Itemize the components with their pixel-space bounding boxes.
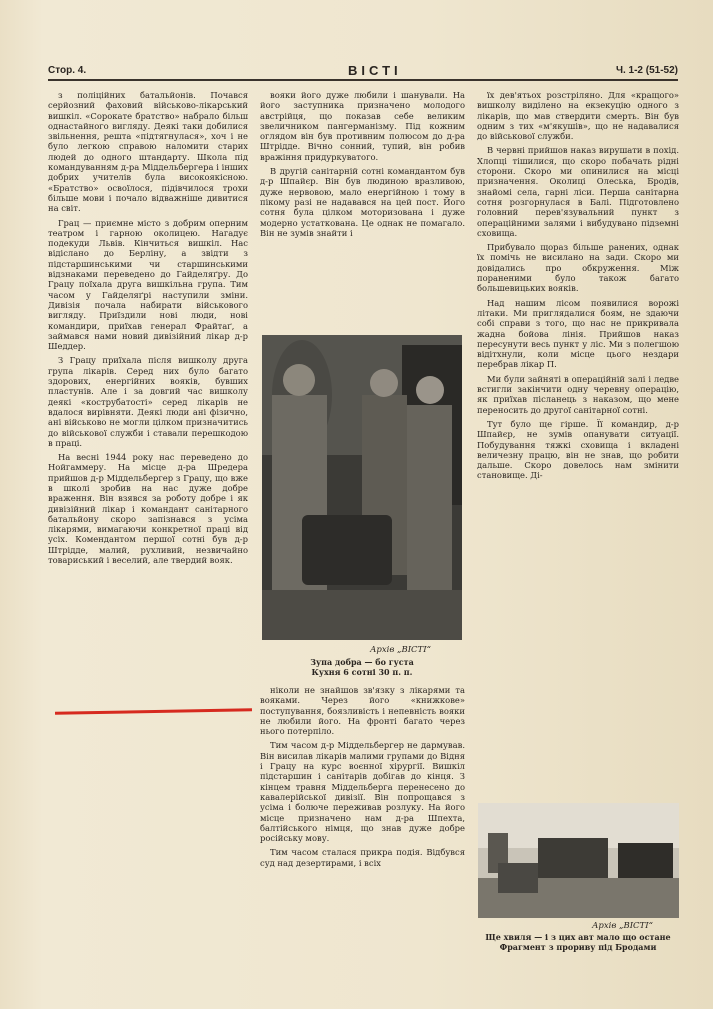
paragraph: вояки його дуже любили і шанували. На його заступника призначено молодого австрійця, що показав себе великим звеличником пангерманізму. Під кожним оглядом він був противним полюсом до д-ра Штрідде. Вічно сонний, тупий, він робив вражіння придуркуватого. <box>260 90 465 162</box>
paragraph: Ми були зайняті в операційній залі і ледве встигли закінчити одну черевну операцію, як приїхав післанець з наказом, що мене переносить до другої санітарної сотні. <box>477 373 679 415</box>
newspaper-title: ВІСТІ <box>348 63 402 78</box>
paragraph: З Грацу приїхала після вишколу друга група лікарів. Серед них було багато здорових, енергійних вояків, бувших пластунів. Але і за довгий час вишколу деякі «кострубатості» серед лікарів не вдалося вирівняти. Деякі люди ані фізично, ані військово не могли цілком призначитись до військової служби і ставали перешкодою в праці. <box>48 355 248 448</box>
paragraph: Над нашим лісом появилися ворожі літаки. Ми приглядалися боям, не здаючи собі справи з того, що нас не прикривала жадна бойова лінія. Прийшов наказ пересунути весь пункт у ліс. Ми з полегшою відітхнули, коли місце цього нездари перебрав лікар П. <box>477 297 679 370</box>
issue-number: Ч. 1-2 (51-52) <box>615 65 678 76</box>
paragraph: з поліційних батальйонів. Почався серйозний фаховий військово-лікарський вишкіл. «Сорокате братство» набрало більш однастайного вигляду. Деякі таки добилися звільнення, решта «підтягнулася», хоч і не було легкою справою наломити старих людей до одного штандарту. Школа під командуванням д-ра Міддельбергера і інших добрих учителів була високоякісною. «Братство» освоїлося, підівчилося трохи більше мови і почало відважніше дивитися на світ. <box>48 90 248 214</box>
caption-line-2: Кухня 6 сотні 30 п. п. <box>311 667 413 677</box>
column-3 <box>477 90 679 485</box>
paragraph: В червні прийшов наказ вирушати в похід. Хлопці тішилися, що скоро побачать рідні сторони. Скоро ми опинилися на місці призначення. Околиці Олеська, Бродів, знайомі села, гарні ліси. Перша санітарна сотня розгорнулася в Балі. Підготовлено головний перев'язувальний пункт з операційними залями і вибудувано підземні сховища. <box>477 145 679 238</box>
paragraph: На весні 1944 року нас переведено до Нойгаммеру. На місце д-ра Шредера прийшов д-р Міддельбергер з Грацу, що вже в школі зробив на нас дуже добре враження. Він взявся за роботу добре і як дивізійний лікар і командант санітарного батальйону скоро запізнався з усіма лікарями, вимагаючи конкретної праці від усіх. Комендантом першої сотні був д-р Штрідде, малий, рухливий, незвичайно товариський і веселий, але твердий вояк. <box>48 452 248 566</box>
paragraph: ніколи не знайшов зв'язку з лікарями та вояками. Через його «книжкове» поступування, боязливість і непевність вояки не любили його. На фронті багато через нього потерпіло. <box>260 685 465 737</box>
photo-caption <box>262 657 462 677</box>
photo-credit: Архів „ВІСТІ“ <box>370 645 431 655</box>
red-underline-mark <box>55 708 252 714</box>
photo-image <box>478 803 679 918</box>
paragraph: їх дев'ятьох розстріляно. Для «кращого» вишколу виділено на екзекуцію одного з лікарів, що мав ствердити смерть. Він був одним з тих «м'якушів», що не надавалися до військової служби. <box>477 90 679 142</box>
paragraph: Тут було ще гірше. Її командир, д-р Шпайєр, не зумів опанувати ситуації. Побудування тяжкі сховища і вкладені величезну працю, він не знав, що робити дальше. Скоро довелось нам змінити становище. Ді- <box>477 418 679 481</box>
column-2-bottom <box>260 685 465 872</box>
photo-caption-2 <box>477 932 679 952</box>
paragraph: Прибувало щораз більше ранених, однак їх помічь не висилано на зади. Скоро ми довідались про обкруження. Між пораненими було також багато большевицьких вояків. <box>477 242 679 294</box>
paragraph: В другій санітарній сотні командантом був д-р Шпайєр. Він був людиною вразливою, дуже нервовою, мало енергійною і тому в пікому разі не надавався на цей пост. Його сотня була цілком моторизована і дуже модерно устаткована. Це однак не помагало. Він не зумів знайти і <box>260 166 465 238</box>
page-header <box>48 63 678 81</box>
paragraph: Тим часом сталася прикра подія. Відбувся суд над дезертирами, і всіх <box>260 847 465 868</box>
photo-vehicles-brody <box>478 803 679 918</box>
caption-line-1: Зупа добра — бо густа <box>310 657 414 667</box>
caption-line-1: Ще хвиля — і з цих авт мало що остане <box>485 932 671 942</box>
paragraph: Грац — приємне місто з добрим оперним театром і гарною околицею. Нагадує подекуди Львів. Кінчиться вишкіл. Нас відіслано до Берліну, а звідти з підстаршинськими чи старшинськими відзнаками переведено до Гайделяґру. До Грацу поїхала друга вишкільна група. Тим часом у Гайделяґрі наступили зміни. Дивізія почала набирати військового вигляду. Приїздили нові люди, нові командири, приїхав генерал Фрайтаґ, а займався нами новий дивізійний лікар д-р Шеддер. <box>48 217 248 352</box>
photo-soldiers-kitchen <box>262 335 462 640</box>
column-1 <box>48 90 248 569</box>
page-number: Стор. 4. <box>48 65 87 76</box>
photo-image <box>262 335 462 640</box>
paragraph: Тим часом д-р Міддельбергер не дармував. Він висилав лікарів малими групами до Відня і Грацу на курс воєнної хірургії. Вишкіл підстаршин і санітарів добігав до кінця. З кінцем травня Міддельберга перенесено до кавалерійської дивізії. Він попрощався з усіма і болюче переживав розлуку. На його місце призначено нам д-ра Шпехта, балтійського німця, що знав дуже добре російську мову. <box>260 740 465 844</box>
caption-line-2: Фрагмент з прориву під Бродами <box>499 942 657 952</box>
photo-credit-2: Архів „ВІСТІ“ <box>592 921 653 931</box>
column-2-top <box>260 90 465 242</box>
